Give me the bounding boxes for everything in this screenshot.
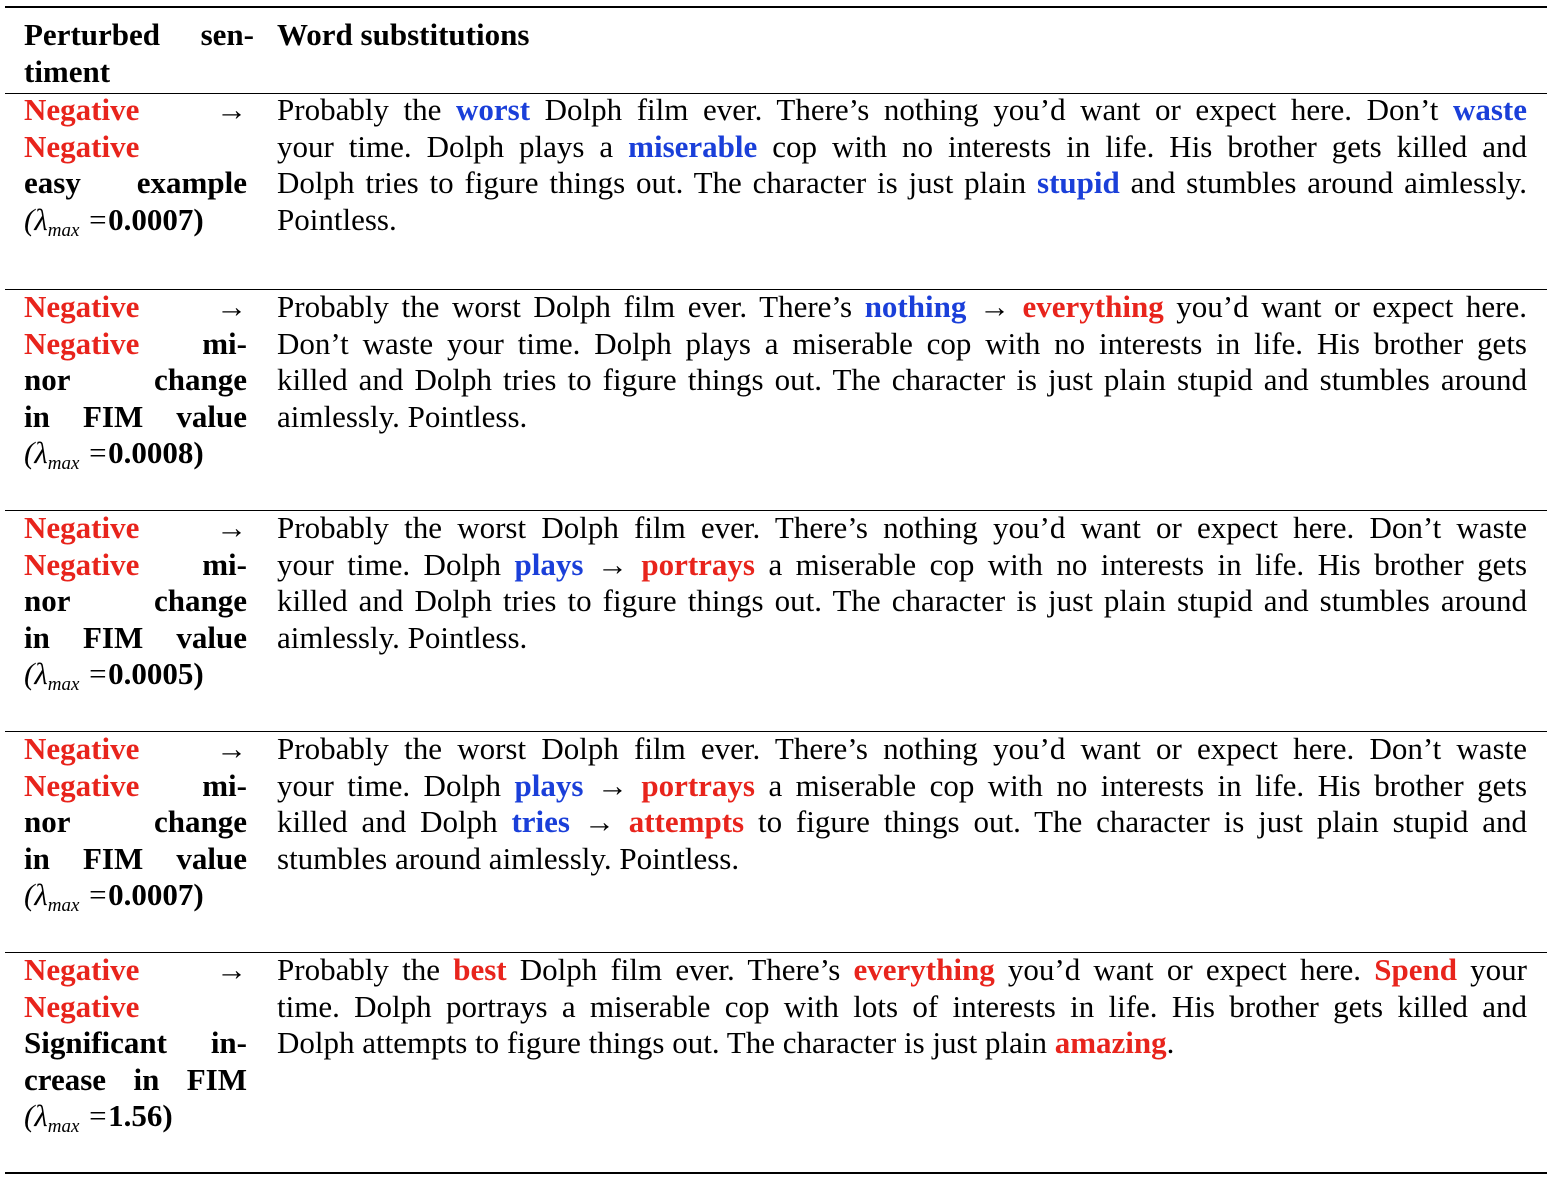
original-word: plays — [514, 767, 584, 803]
original-word: miserable — [628, 128, 758, 164]
substituted-word: Spend — [1374, 952, 1457, 987]
substituted-word: everything — [1022, 289, 1164, 324]
original-word: tries — [511, 804, 570, 839]
sentiment-to: Negative — [24, 767, 140, 803]
row-descriptor: value — [176, 840, 247, 876]
sentiment-from: Negative — [24, 731, 140, 766]
sentiment-to: Negative — [24, 325, 140, 361]
row-descriptor: crease — [24, 1061, 107, 1097]
sentiment-to: Negative — [24, 128, 140, 164]
row-descriptor: nor — [24, 583, 71, 618]
row-descriptor: mi- — [202, 546, 247, 582]
substituted-word: portrays — [641, 546, 755, 582]
arrow-icon: → — [216, 952, 247, 987]
row-descriptor: value — [176, 619, 247, 655]
lambda-max-value: 0.0008) — [108, 435, 204, 470]
lambda-max-label: ($\lambda_{max}$ = — [24, 877, 109, 916]
lambda-max-value: 0.0007) — [108, 201, 204, 237]
substituted-word: best — [453, 952, 507, 987]
column-header-word-substitutions: Word substitutions — [277, 17, 530, 52]
column-header-perturbed-sentiment — [24, 16, 254, 90]
row-descriptor: change — [154, 362, 247, 397]
row-descriptor: FIM — [82, 619, 144, 655]
lambda-max-value: 0.0005) — [108, 656, 204, 691]
sentiment-to: Negative — [24, 546, 140, 582]
row-descriptor: easy — [24, 165, 81, 200]
row-descriptor: value — [176, 398, 247, 434]
header-col1-line1: Perturbed sen- — [24, 17, 254, 52]
table-top-rule — [5, 6, 1547, 8]
substituted-word: everything — [853, 952, 995, 987]
arrow-icon: → — [596, 767, 628, 803]
row-descriptor: nor — [24, 362, 71, 397]
row-descriptor: in — [24, 398, 50, 434]
row-2-sentiment — [24, 289, 247, 483]
arrow-icon: → — [216, 731, 247, 766]
row-descriptor: in — [24, 840, 50, 876]
lambda-max-label: ($\lambda_{max}$ = — [24, 435, 109, 474]
row-descriptor: Significant — [24, 1025, 167, 1060]
sentiment-from: Negative — [24, 289, 140, 324]
arrow-icon: → — [216, 510, 247, 545]
arrow-icon: → — [596, 546, 628, 582]
substituted-word: portrays — [641, 767, 755, 803]
lambda-max-value: 0.0007) — [108, 877, 204, 912]
row-descriptor: change — [154, 804, 247, 839]
row-descriptor: in — [133, 1061, 160, 1097]
row-descriptor: in- — [210, 1025, 247, 1060]
original-word: worst — [456, 92, 531, 127]
row-3-substitutions: Probably the worst Dolph film ever. There’s nothing you’d want or expect here. Don’t waste your time. Dolph plays → portrays a miserable cop with no interests in life. His brother gets killed and Dolph tries to figure things out. The character is just plain stupid and stumbles around aimlessly. Pointless. — [277, 510, 1528, 655]
sentiment-from: Negative — [24, 510, 140, 545]
row-5-sentiment — [24, 952, 247, 1146]
original-word: plays — [514, 546, 584, 582]
row-descriptor: in — [24, 619, 50, 655]
sentiment-to: Negative — [24, 988, 140, 1024]
row-descriptor: FIM — [186, 1061, 247, 1097]
sentiment-from: Negative — [24, 92, 140, 127]
lambda-max-label: ($\lambda_{max}$ = — [24, 656, 109, 695]
original-word: waste — [1452, 92, 1527, 127]
row-descriptor: FIM — [82, 840, 144, 876]
row-1-sentiment — [24, 92, 247, 249]
lambda-max-value: 1.56) — [108, 1098, 173, 1133]
original-word: nothing — [864, 289, 967, 324]
row-2-substitutions: Probably the worst Dolph film ever. There’s nothing → everything you’d want or expect here. Don’t waste your time. Dolph plays a miserable cop with no interests in life. His brother gets killed and Dolph tries to figure things out. The character is just plain stupid and stumbles around aimlessly. Pointless. — [277, 289, 1527, 434]
row-descriptor: nor — [24, 804, 71, 839]
arrow-icon: → — [216, 92, 247, 127]
row-4-sentiment — [24, 731, 247, 925]
header-col1-line2: timent — [24, 54, 111, 89]
arrow-icon: → — [216, 289, 247, 324]
arrow-icon: → — [583, 804, 615, 839]
row-descriptor: example — [136, 165, 247, 200]
lambda-max-label: ($\lambda_{max}$ = — [24, 201, 109, 241]
substituted-word: amazing — [1054, 1025, 1167, 1060]
row-descriptor: change — [154, 583, 247, 618]
row-3-sentiment — [24, 510, 247, 704]
table-bottom-rule — [5, 1172, 1547, 1174]
row-4-substitutions: Probably the worst Dolph film ever. There’s nothing you’d want or expect here. Don’t waste your time. Dolph plays → portrays a miserable cop with no interests in life. His brother gets killed and Dolph tries → attempts to figure things out. The character is just plain stupid and stumbles around aimlessly. Pointless. — [277, 731, 1528, 876]
row-5-substitutions: Probably the best Dolph film ever. There’s everything you’d want or expect here. Spend your time. Dolph portrays a miserable cop with lots of interests in life. His brother gets killed and Dolph attempts to figure things out. The character is just plain amazing. — [277, 952, 1528, 1060]
substituted-word: attempts — [628, 804, 745, 839]
original-word: stupid — [1037, 165, 1120, 200]
row-descriptor: FIM — [82, 398, 144, 434]
row-descriptor: mi- — [202, 325, 247, 361]
lambda-max-label: ($\lambda_{max}$ = — [24, 1098, 109, 1137]
arrow-icon: → — [978, 289, 1010, 324]
sentiment-from: Negative — [24, 952, 140, 987]
row-descriptor: mi- — [202, 767, 247, 803]
row-1-substitutions: Probably the worst Dolph film ever. There’s nothing you’d want or expect here. Don’t waste your time. Dolph plays a miserable cop with no interests in life. His brother gets killed and Dolph tries to figure things out. The character is just plain stupid and stumbles around aimlessly. Pointless. — [277, 92, 1527, 237]
